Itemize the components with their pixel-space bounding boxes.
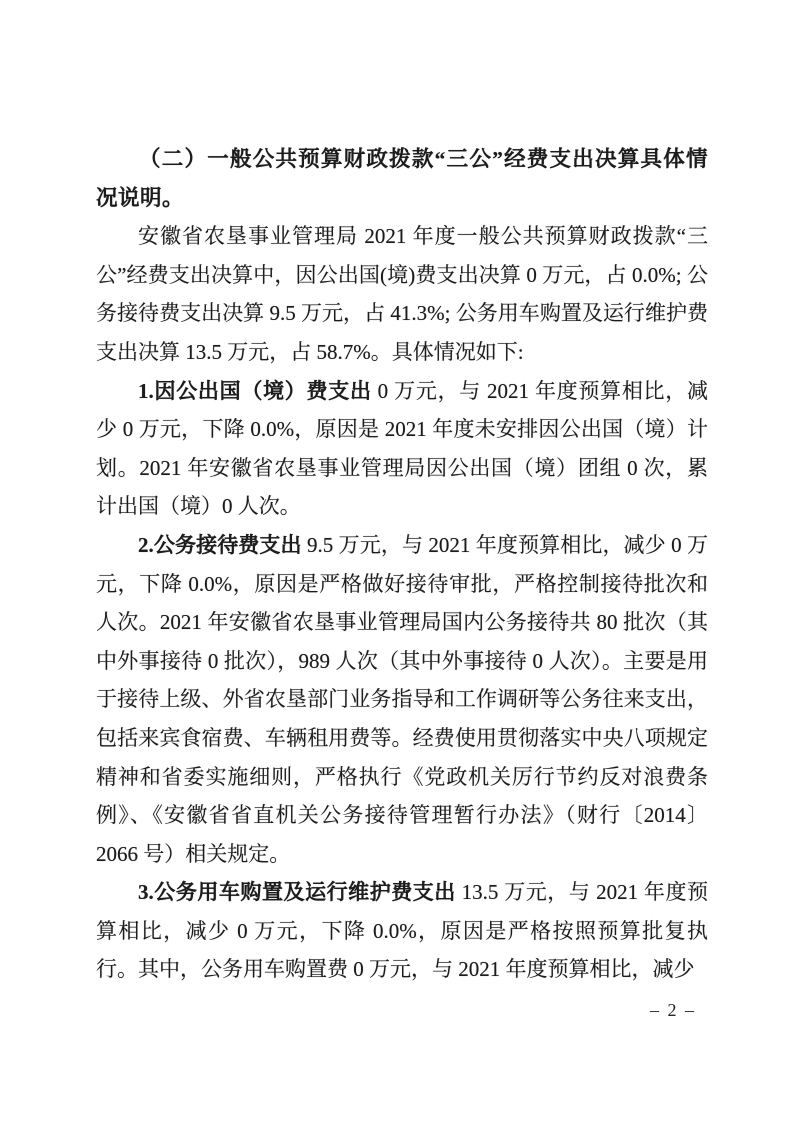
section-heading: （二）一般公共预算财政拨款“三公”经费支出决算具体情况说明。 — [96, 147, 708, 210]
paragraph-reception-expense — [96, 526, 708, 873]
paragraph-abroad-expense-text: 0 万元，与 2021 年度预算相比，减少 0 万元，下降 0.0%，原因是 2021 年度未安排因公出国（境）计划。2021 年安徽省农垦事业管理局因公出国（境）团组 0 次，累计出国（境）0 人次。 — [96, 378, 709, 519]
paragraph-reception-expense-text: 9.5 万元，与 2021 年度预算相比，减少 0 万元，下降 0.0%，原因是严格做好接待审批，严格控制接待批次和人次。2021 年安徽省农垦事业管理局国内公务接待共 80 批次（其中外事接待 0 批次），989 人次（其中外事接待 0 人次）。主要是用于接待上级、外省农垦部门业务指导和工作调研等公务往来支出，包括来宾食宿费、车辆租用费等。经费使用贯彻落实中央八项规定精神和省委实施细则，严格执行《党政机关厉行节约反对浪费条例》、《安徽省省直机关公务接待管理暂行办法》（财行〔2014〕2066 号）相关规定。 — [96, 532, 709, 866]
paragraph-vehicle-expense-lead: 3.公务用车购置及运行维护费支出 — [138, 880, 456, 905]
paragraph-intro-text: 安徽省农垦事业管理局 2021 年度一般公共预算财政拨款“三公”经费支出决算中，因公出国(境)费支出决算 0 万元，占 0.0%; 公务接待费支出决算 9.5 万元，占 41.3%; 公务用车购置及运行维护费支出决算 13.5 万元，占 58.7%。具体情况如下: — [96, 224, 708, 364]
paragraph-abroad-expense — [96, 372, 708, 526]
paragraph-reception-expense-lead: 2.公务接待费支出 — [138, 532, 302, 557]
paragraph-vehicle-expense — [96, 873, 708, 989]
paragraph-intro — [96, 217, 708, 371]
document-body — [96, 140, 708, 989]
page-number: – 2 – — [650, 1000, 696, 1020]
paragraph-abroad-expense-lead: 1.因公出国（境）费支出 — [138, 378, 372, 403]
paragraph-vehicle-expense-text: 13.5 万元，与 2021 年度预算相比，减少 0 万元，下降 0.0%，原因是严格按照预算批复执行。其中，公务用车购置费 0 万元，与 2021 年度预算相比，减少 — [96, 880, 709, 982]
